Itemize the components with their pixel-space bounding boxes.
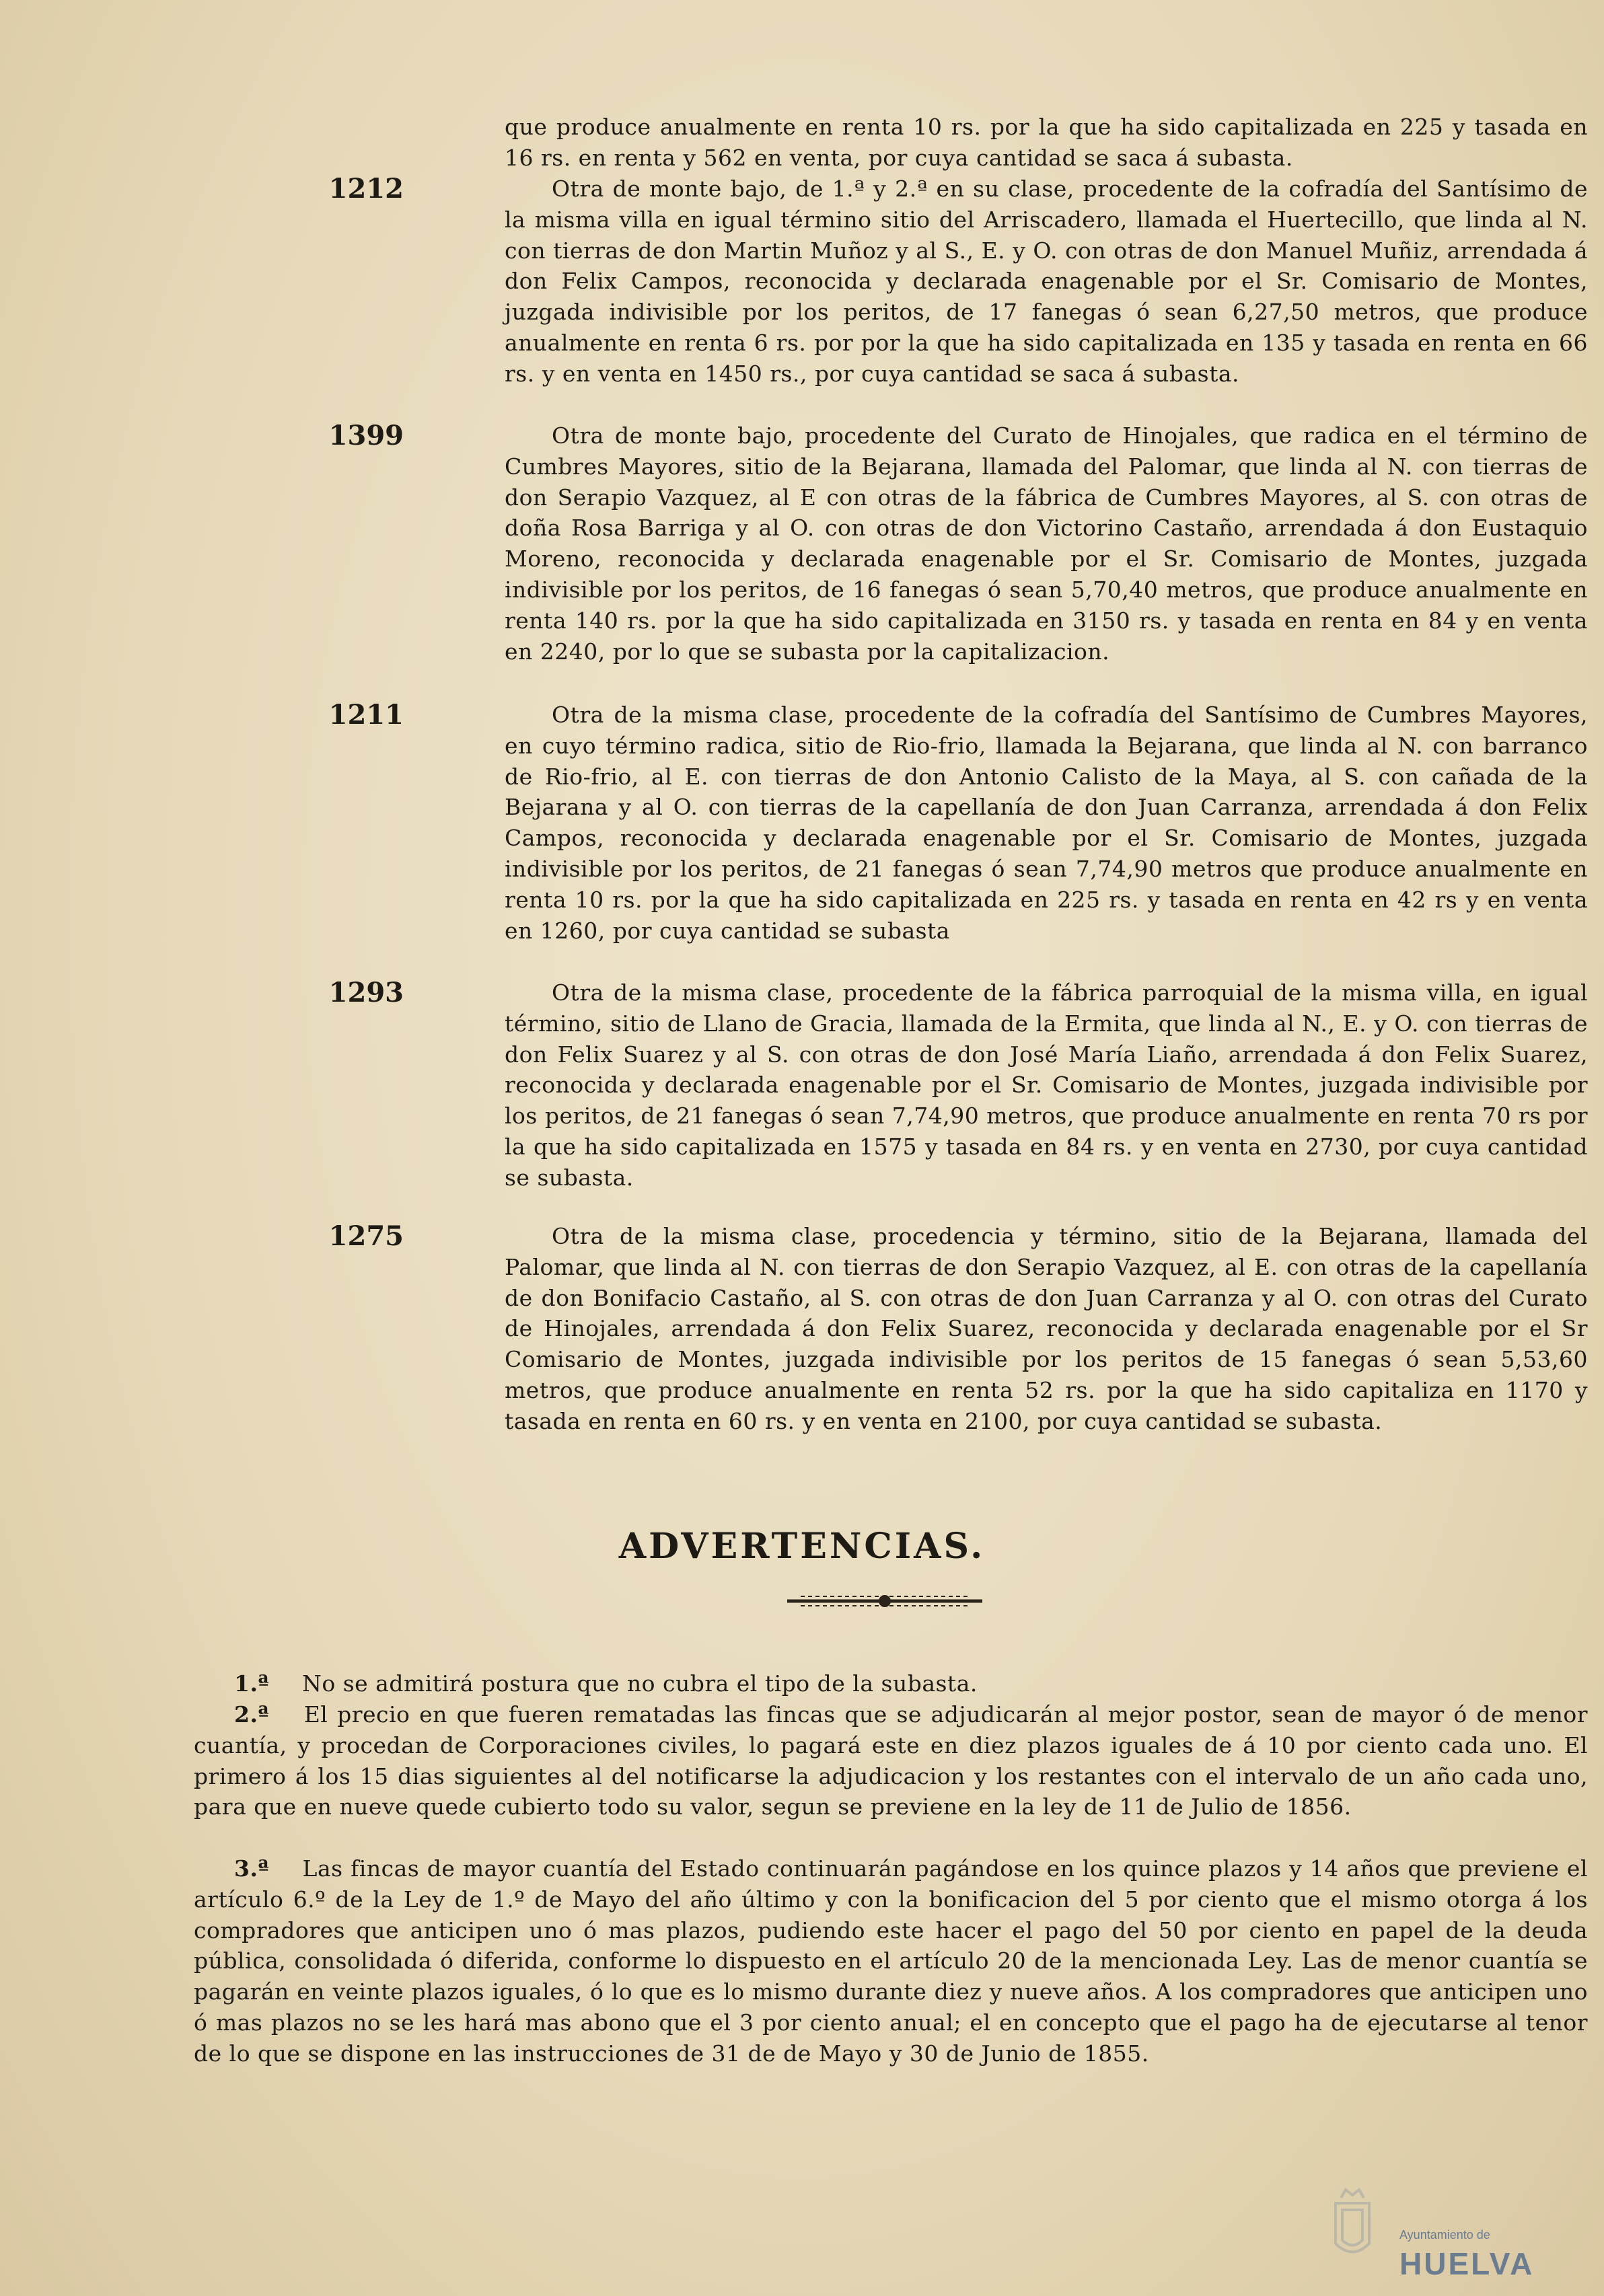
entry-text: Otra de monte bajo, procedente del Curato de Hinojales, que radica en el término de Cumbres Mayores, sitio de la Bejarana, llamada del Palomar, que linda al N. con tierras de don Serapio Vazquez, al E con otras de la fábrica de Cumbres Mayores, al S. con otras de doña Rosa Barriga y al O. con otras de don Victorino Castaño, arrendada á don Eustaquio Moreno, reconocida y declarada enagenable por el Sr. Comisario de Montes, juzgada indivisible por los peritos, de 16 fanegas ó sean 5,70,40 metros, que produce anualmente en renta 140 rs. por la que ha sido capitalizada en 3150 rs. y tasada en renta en 84 y en venta en 2240, por lo que se subasta por la capitalizacion. <box>505 422 1588 665</box>
note-text: No se admitirá postura que no cubra el tipo de la subasta. <box>302 1670 978 1697</box>
lot-number: 1293 <box>328 977 404 1008</box>
note-item <box>194 1853 1588 2069</box>
note-item <box>194 1668 1588 1699</box>
lot-number: 1275 <box>328 1220 404 1252</box>
lot-number: 1399 <box>328 420 404 451</box>
note-number: 1.ª <box>234 1670 270 1697</box>
entry-text: Otra de la misma clase, procedencia y término, sitio de la Bejarana, llamada del Palomar, que linda al N. con tierras de don Serapio Vazquez, al E. con otras de la capellanía de don Bonifacio Castaño, al S. con otras de don Juan Carranza y al O. con otras del Curato de Hinojales, arrendada á don Felix Suarez, reconocida y declarada enagenable por el Sr Comisario de Montes, juzgada indivisible por los peritos de 15 fanegas ó sean 5,53,60 metros, que produce anualmente en renta 52 rs. por la que ha sido capitaliza en 1170 y tasada en renta en 60 rs. y en venta en 2100, por cuya cantidad se subasta. <box>505 1223 1588 1434</box>
section-heading: ADVERTENCIAS. <box>618 1526 986 1567</box>
ornament-rule-icon <box>780 1592 989 1610</box>
note-number: 3.ª <box>234 1855 270 1882</box>
watermark-title: HUELVA <box>1399 2246 1535 2281</box>
note-item <box>194 1699 1588 1822</box>
lot-number: 1211 <box>328 699 404 731</box>
entry-text: Otra de la misma clase, procedente de la fábrica parroquial de la misma villa, en igual término, sitio de Llano de Gracia, llamada de la Ermita, que linda al N., E. y O. con tierras de don Felix Suarez y al S. con otras de don José María Liaño, arrendada á don Felix Suarez, reconocida y declarada enagenable por el Sr. Comisario de Montes, juzgada indivisible por los peritos, de 21 fanegas ó sean 7,74,90 metros, que produce anualmente en renta 70 rs por la que ha sido capitalizada en 1575 y tasada en 84 rs. y en venta en 2730, por cuya cantidad se subasta. <box>505 979 1588 1191</box>
watermark-subtitle: Ayuntamiento de <box>1399 2228 1490 2242</box>
lot-number: 1212 <box>328 173 404 205</box>
note-text: Las fincas de mayor cuantía del Estado continuarán pagándose en los quince plazos y 14 años que previene el artículo 6.º de la Ley de 1.º de Mayo del año último y con la bonificacion del 5 por ciento que el mismo otorga á los compradores que anticipen uno ó mas plazos, pudiendo este hacer el pago del 50 por ciento en papel de la deuda pública, consolidada ó diferida, conforme lo dispuesto en el artículo 20 de la mencionada Ley. Las de menor cuantía se pagarán en veinte plazos iguales, ó lo que es lo mismo durante diez y nueve años. A los compradores que anticipen uno ó mas plazos no se les hará mas abono que el 3 por ciento anual; el en concepto que el pago ha de ejecutarse al tenor de lo que se dispone en las instrucciones de 31 de de Mayo y 30 de Junio de 1855. <box>194 1855 1589 2067</box>
entry-text: que produce anualmente en renta 10 rs. por la que ha sido capitalizada en 225 y tasada en 16 rs. en renta y 562 en venta, por cuya cantidad se saca á subasta. <box>505 114 1588 171</box>
note-number: 2.ª <box>234 1701 270 1728</box>
entry-text: Otra de monte bajo, de 1.ª y 2.ª en su clase, procedente de la cofradía del Santísimo de la misma villa en igual término sitio del Arriscadero, llamada el Huertecillo, que linda al N. con tierras de don Martin Muñoz y al S., E. y O. con otras de don Manuel Muñiz, arrendada á don Felix Campos, reconocida y declarada enagenable por el Sr. Comisario de Montes, juzgada indivisible por los peritos, de 17 fanegas ó sean 6,27,50 metros, que produce anualmente en renta 6 rs. por por la que ha sido capitalizada en 135 y tasada en renta en 66 rs. y en venta en 1450 rs., por cuya cantidad se saca á subasta. <box>505 176 1588 387</box>
entry-text: Otra de la misma clase, procedente de la cofradía del Santísimo de Cumbres Mayores, en cuyo término radica, sitio de Rio-frio, llamada la Bejarana, que linda al N. con barranco de Rio-frio, al E. con tierras de don Antonio Calisto de la Maya, al S. con cañada de la Bejarana y al O. con tierras de la capellanía de don Juan Carranza, arrendada á don Felix Campos, reconocida y declarada enagenable por el Sr. Comisario de Montes, juzgada indivisible por los peritos, de 21 fanegas ó sean 7,74,90 metros que produce anualmente en renta 10 rs. por la que ha sido capitalizada en 225 rs. y tasada en renta en 42 rs y en venta en 1260, por cuya cantidad se subasta <box>505 702 1588 944</box>
note-text: El precio en que fueren rematadas las fincas que se adjudicarán al mejor postor, sean de mayor ó de menor cuantía, y procedan de Corporaciones civiles, lo pagará este en diez plazos iguales de á 10 por ciento cada uno. El primero á los 15 dias siguientes al del notificarse la adjudicacion y los restantes con el intervalo de un año cada uno, para que en nueve quede cubierto todo su valor, segun se previene en la ley de 11 de Julio de 1856. <box>194 1701 1588 1820</box>
